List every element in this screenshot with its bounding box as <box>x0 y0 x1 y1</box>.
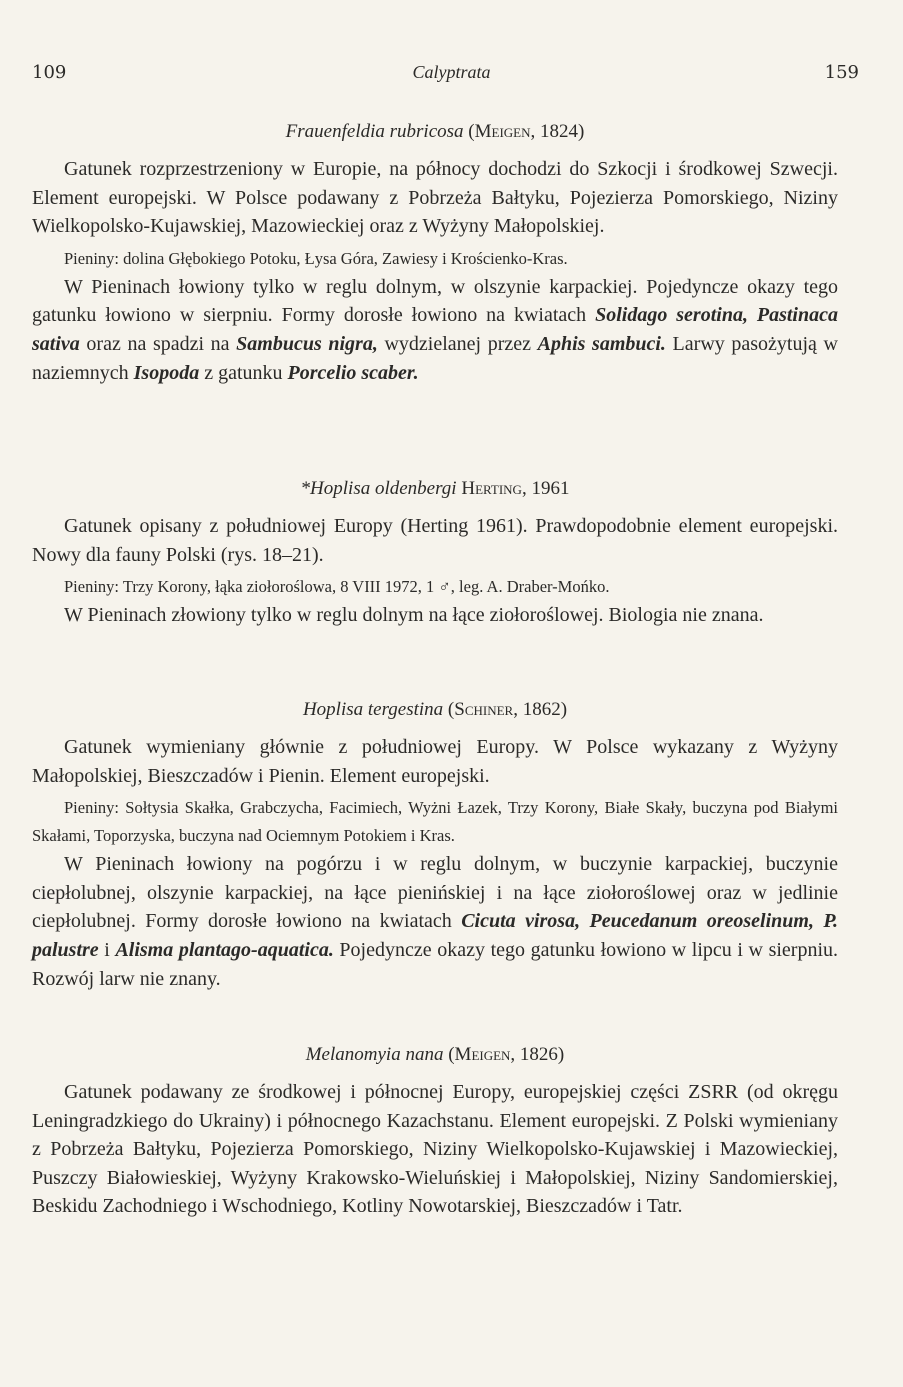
taxon-name: Aphis sambuci. <box>537 332 666 355</box>
paragraph-biology: W Pieninach złowiony tylko w reglu dolnym na łące ziołoroślowej. Biologia nie znana. <box>64 604 764 627</box>
text-run: oraz na spadzi na <box>79 332 237 355</box>
species-entry-hoplisa-oldenbergi <box>32 478 838 630</box>
species-name: Melanomyia nana <box>305 1044 444 1065</box>
species-name: Hoplisa tergestina <box>302 699 444 720</box>
running-title: Calyptrata <box>412 62 491 82</box>
text-run: i <box>98 938 116 961</box>
text-run: z gatunku <box>199 361 288 384</box>
taxon-name: Cicuta virosa, Peucedanum oreoselinum, P. palustre <box>32 910 838 961</box>
species-heading <box>32 121 838 143</box>
paragraph-biology <box>32 273 838 387</box>
locality-list: Pieniny: dolina Głębokiego Potoku, Łysa Góra, Zawiesy i Krościenko-Kras. <box>64 248 568 268</box>
paragraph-distribution: Gatunek podawany ze środkowej i północnej Europy, europejskiej części ZSRR (od okręgu Leningradzkiego do Ukrainy) i północnego Kazachstanu. Element europejski. Z Polski wymieniany z Pobrzeża Bałtyku, Pojezierza Pomorskiego, Niziny Wielkopolsko-Kujawskiej i Mazowieckiej, Puszczy Białowieskiej, Wyżyny Krakowsko-Wieluńskiej i Małopolskiej, Niziny Sandomierskiej, Beskidu Zachodniego i Wschodniego, Kotliny Nowotarskiej, Bieszczadów i Tatr. <box>32 1081 838 1218</box>
species-heading <box>32 699 838 721</box>
taxon-name: Solidago serotina, Pastinaca sativa <box>32 304 838 355</box>
page-number-right: 159 <box>824 62 859 83</box>
taxon-name: Alisma plantago-aquatica. <box>115 938 334 961</box>
paragraph-distribution: Gatunek rozprzestrzeniony w Europie, na północy dochodzi do Szkocji i środkowej Szwecji. Element europejski. W Polsce podawany z Pobrzeża Bałtyku, Pojezierza Pomorskiego, Niziny Wielkopolsko-Kujawskiej, Mazowieckiej oraz z Wyżyny Małopolskiej. <box>32 158 838 238</box>
species-entry-frauenfeldia <box>32 121 838 387</box>
taxon-name: Porcelio scaber. <box>287 361 419 384</box>
species-name: Frauenfeldia rubricosa <box>285 121 464 142</box>
locality-list: Pieniny: Sołtysia Skałka, Grabczycha, Facimiech, Wyżni Łazek, Trzy Korony, Białe Skały, buczyna pod Białymi Skałami, Toporzyska, buczyna nad Ociemnym Potokiem i Kras. <box>32 798 838 846</box>
species-author: (Schiner, 1862) <box>447 699 568 720</box>
species-heading <box>32 478 838 500</box>
species-entry-hoplisa-tergestina <box>32 699 838 993</box>
text-run: W Pieninach łowiony na pogórzu i w reglu dolnym, w buczynie karpackiej, buczynie ciepłolubnej, olszynie karpackiej, na łące pienińskiej i na łące ziołoroślowej oraz w jedlinie ciepłolubnej. Formy dorosłe łowiono na kwiatach <box>32 853 838 933</box>
species-author: Herting, 1961 <box>461 478 570 499</box>
species-name: *Hoplisa oldenbergi <box>300 478 457 499</box>
text-run: W Pieninach łowiony tylko w reglu dolnym, w olszynie karpackiej. Pojedyncze okazy tego gatunku łowiono w sierpniu. Formy dorosłe łowiono na kwiatach <box>32 275 838 327</box>
species-entry-melanomyia <box>32 1044 838 1221</box>
taxon-name: Isopoda <box>133 361 200 384</box>
species-heading <box>32 1044 838 1066</box>
locality-list: Pieniny: Trzy Korony, łąka ziołoroślowa, 8 VIII 1972, 1 ♂, leg. A. Draber-Mońko. <box>64 577 610 597</box>
species-author: (Meigen, 1824) <box>468 121 585 142</box>
species-author: (Meigen, 1826) <box>448 1044 565 1065</box>
page-number-left: 109 <box>32 62 67 83</box>
text-run: Larwy pasożytują w naziemnych <box>32 332 838 384</box>
taxon-name: Sambucus nigra, <box>236 332 378 355</box>
text-run: wydzielanej przez <box>377 332 538 355</box>
text-run: Pojedyncze okazy tego gatunku łowiono w lipcu i w sierpniu. Rozwój larw nie znany. <box>32 938 839 990</box>
paragraph-distribution: Gatunek wymieniany głównie z południowej Europy. W Polsce wykazany z Wyżyny Małopolskiej, Bieszczadów i Pienin. Element europejski. <box>32 736 838 787</box>
paragraph-biology <box>32 850 838 993</box>
paragraph-distribution: Gatunek opisany z południowej Europy (Herting 1961). Prawdopodobnie element europejski. Nowy dla fauny Polski (rys. 18–21). <box>32 515 838 566</box>
